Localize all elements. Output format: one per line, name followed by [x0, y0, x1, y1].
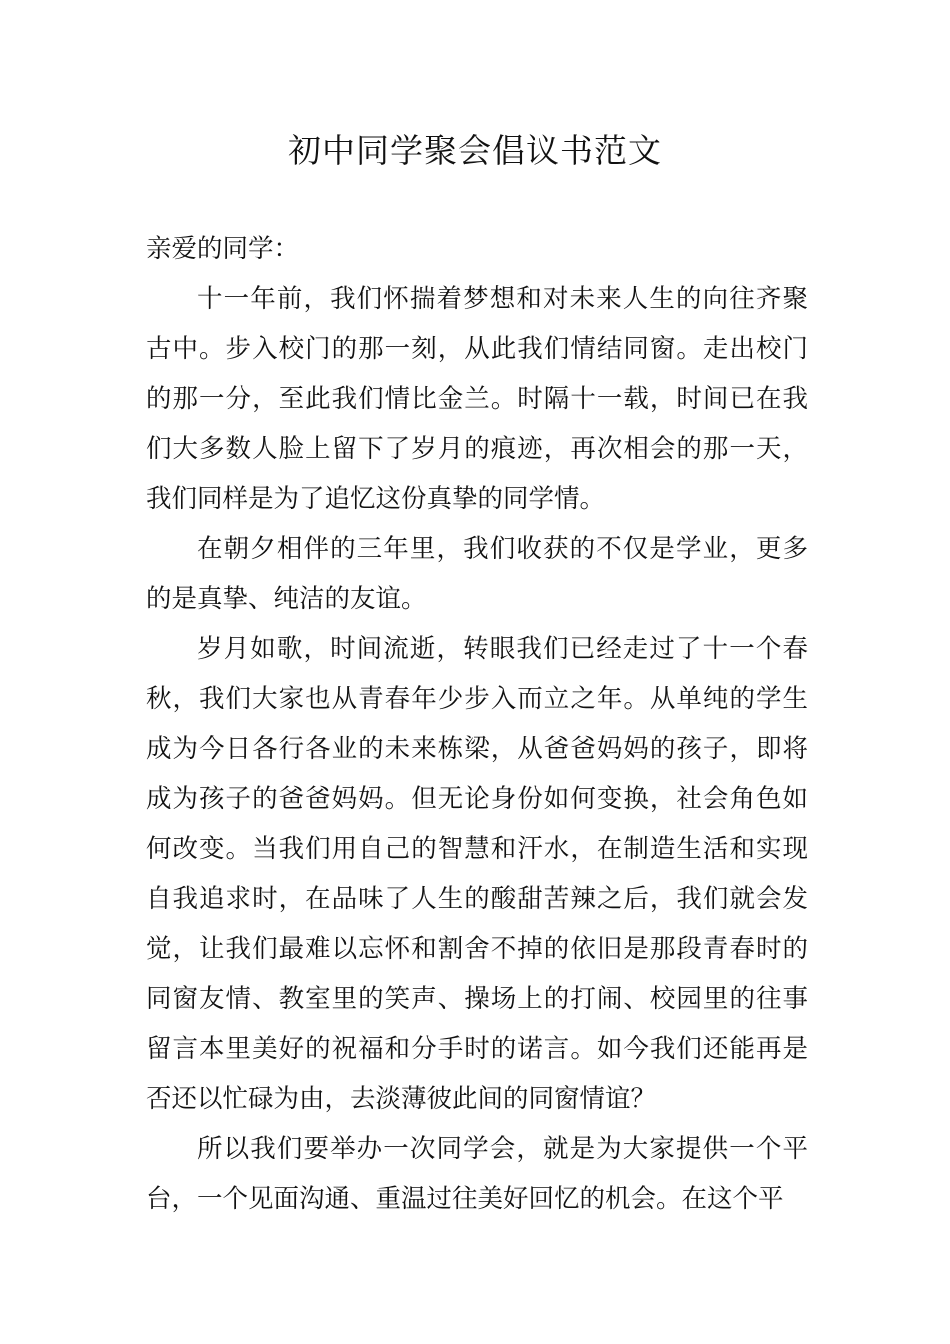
paragraph-1: 十一年前，我们怀揣着梦想和对未来人生的向往齐聚古中。步入校门的那一刻，从此我们情结同窗。走出校门的那一分，至此我们情比金兰。时隔十一载，时间已在我们大多数人脸上留下了岁月的痕迹，再次相会的那一天，我们同样是为了追忆这份真挚的同学情。 — [146, 284, 808, 514]
paragraph-3: 岁月如歌，时间流逝，转眼我们已经走过了十一个春秋，我们大家也从青春年少步入而立之年。从单纯的学生成为今日各行各业的未来栋梁，从爸爸妈妈的孩子，即将成为孩子的爸爸妈妈。但无论身份如何变换，社会角色如何改变。当我们用自己的智慧和汗水，在制造生活和实现自我追求时，在品味了人生的酸甜苦辣之后，我们就会发觉，让我们最难以忘怀和割舍不掉的依旧是那段青春时的同窗友情、教室里的笑声、操场上的打闹、校园里的往事留言本里美好的祝福和分手时的诺言。如今我们还能再是否还以忙碌为由，去淡薄彼此间的同窗情谊？ — [146, 634, 808, 1114]
document-body — [146, 224, 808, 1224]
paragraph-4: 所以我们要举办一次同学会，就是为大家提供一个平台，一个见面沟通、重温过往美好回忆的机会。在这个平 — [146, 1134, 808, 1214]
paragraph-2: 在朝夕相伴的三年里，我们收获的不仅是学业，更多的是真挚、纯洁的友谊。 — [146, 534, 808, 614]
document-title: 初中同学聚会倡议书范文 — [288, 131, 662, 170]
salutation: 亲爱的同学： — [146, 234, 300, 264]
